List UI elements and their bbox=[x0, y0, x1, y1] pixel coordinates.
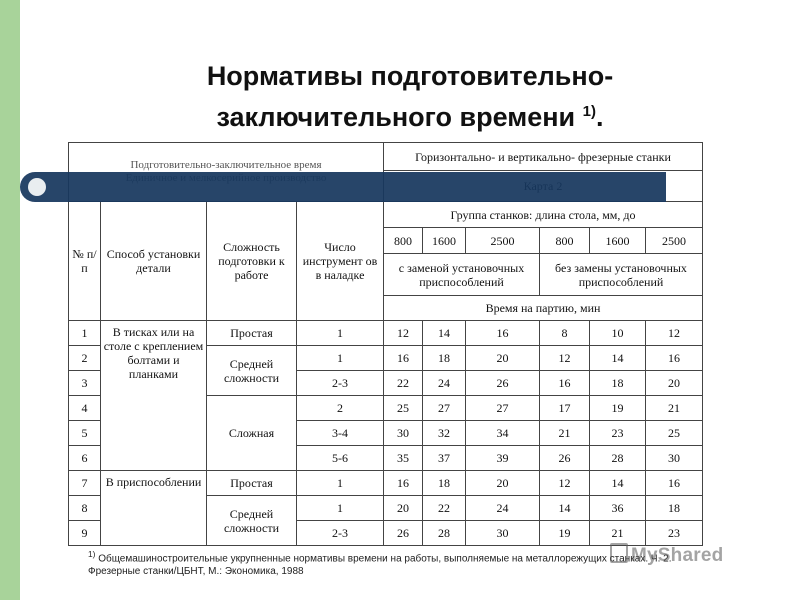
col-header-method: Способ установки детали bbox=[101, 202, 207, 321]
table-row bbox=[69, 321, 703, 346]
value-cell: 27 bbox=[423, 396, 466, 421]
value-cell: 17 bbox=[540, 396, 590, 421]
complexity-cell: Сложная bbox=[207, 396, 297, 471]
header-machines: Горизонтально- и вертикально- фрезерные станки bbox=[384, 143, 703, 171]
watermark-text: MyShared bbox=[631, 545, 724, 566]
method-cell: В приспособлении bbox=[101, 471, 207, 546]
value-cell: 20 bbox=[466, 471, 540, 496]
value-cell: 34 bbox=[466, 421, 540, 446]
footnote-line-1: Общемашиностроительные укрупненные нормативы времени на работы, выполняемые на металлорежущих станках. Ч. 2. bbox=[98, 553, 672, 565]
tools-cell: 1 bbox=[297, 321, 384, 346]
value-cell: 39 bbox=[466, 446, 540, 471]
value-cell: 19 bbox=[540, 521, 590, 546]
value-cell: 22 bbox=[423, 496, 466, 521]
length-header: 1600 bbox=[590, 228, 646, 254]
footnote-line-2: Фрезерные станки/ЦБНТ, М.: Экономика, 1988 bbox=[88, 566, 304, 578]
value-cell: 30 bbox=[646, 446, 703, 471]
value-cell: 23 bbox=[646, 521, 703, 546]
title-line-2-wrap bbox=[20, 94, 800, 135]
norms-table bbox=[68, 142, 703, 546]
row-no: 6 bbox=[69, 446, 101, 471]
row-no: 2 bbox=[69, 346, 101, 371]
title-footnote-marker: 1) bbox=[582, 103, 597, 120]
complexity-cell: Простая bbox=[207, 471, 297, 496]
value-cell: 25 bbox=[646, 421, 703, 446]
value-cell: 10 bbox=[590, 321, 646, 346]
value-cell: 14 bbox=[590, 471, 646, 496]
title-line-2: заключительного времени bbox=[216, 102, 576, 132]
row-no: 8 bbox=[69, 496, 101, 521]
value-cell: 18 bbox=[646, 496, 703, 521]
value-cell: 12 bbox=[384, 321, 423, 346]
value-cell: 22 bbox=[384, 371, 423, 396]
value-cell: 30 bbox=[466, 521, 540, 546]
value-cell: 37 bbox=[423, 446, 466, 471]
value-cell: 14 bbox=[590, 346, 646, 371]
value-cell: 24 bbox=[466, 496, 540, 521]
row-no: 9 bbox=[69, 521, 101, 546]
without-replacement-label: без замены установочных приспособлений bbox=[540, 254, 703, 296]
decorative-bar-dot bbox=[28, 178, 46, 196]
value-cell: 20 bbox=[646, 371, 703, 396]
value-cell: 21 bbox=[540, 421, 590, 446]
value-cell: 19 bbox=[590, 396, 646, 421]
length-header: 1600 bbox=[423, 228, 466, 254]
value-cell: 26 bbox=[540, 446, 590, 471]
tools-cell: 1 bbox=[297, 496, 384, 521]
value-cell: 16 bbox=[384, 346, 423, 371]
tools-cell: 3-4 bbox=[297, 421, 384, 446]
value-cell: 36 bbox=[590, 496, 646, 521]
value-cell: 16 bbox=[384, 471, 423, 496]
footnote-marker: 1) bbox=[88, 549, 96, 559]
value-cell: 12 bbox=[540, 471, 590, 496]
complexity-cell: Простая bbox=[207, 321, 297, 346]
norms-table-wrapper bbox=[68, 142, 703, 546]
col-header-no: № п/п bbox=[69, 202, 101, 321]
value-cell: 30 bbox=[384, 421, 423, 446]
watermark bbox=[610, 543, 723, 567]
decorative-navy-bar bbox=[20, 172, 666, 202]
method-cell: В тисках или на столе с креплением болтами и планками bbox=[101, 321, 207, 471]
with-replacement-label: с заменой установочных приспособлений bbox=[384, 254, 540, 296]
value-cell: 18 bbox=[423, 346, 466, 371]
value-cell: 28 bbox=[423, 521, 466, 546]
value-cell: 12 bbox=[646, 321, 703, 346]
presentation-icon bbox=[610, 543, 628, 563]
value-cell: 18 bbox=[423, 471, 466, 496]
time-label: Время на партию, мин bbox=[384, 296, 703, 321]
value-cell: 28 bbox=[590, 446, 646, 471]
value-cell: 12 bbox=[540, 346, 590, 371]
length-header: 800 bbox=[384, 228, 423, 254]
col-header-complexity: Сложность подготовки к работе bbox=[207, 202, 297, 321]
row-no: 5 bbox=[69, 421, 101, 446]
value-cell: 35 bbox=[384, 446, 423, 471]
value-cell: 25 bbox=[384, 396, 423, 421]
value-cell: 16 bbox=[646, 346, 703, 371]
group-label: Группа станков: длина стола, мм, до bbox=[384, 202, 703, 228]
value-cell: 16 bbox=[646, 471, 703, 496]
row-no: 4 bbox=[69, 396, 101, 421]
value-cell: 18 bbox=[590, 371, 646, 396]
value-cell: 26 bbox=[384, 521, 423, 546]
length-header: 2500 bbox=[646, 228, 703, 254]
header-left-line-1: Подготовительно-заключительное время bbox=[130, 159, 322, 171]
row-no: 7 bbox=[69, 471, 101, 496]
value-cell: 23 bbox=[590, 421, 646, 446]
value-cell: 14 bbox=[423, 321, 466, 346]
value-cell: 20 bbox=[384, 496, 423, 521]
value-cell: 16 bbox=[540, 371, 590, 396]
tools-cell: 1 bbox=[297, 471, 384, 496]
row-no: 3 bbox=[69, 371, 101, 396]
complexity-cell: Средней сложности bbox=[207, 496, 297, 546]
value-cell: 24 bbox=[423, 371, 466, 396]
slide-title bbox=[20, 58, 800, 135]
value-cell: 32 bbox=[423, 421, 466, 446]
tools-cell: 5-6 bbox=[297, 446, 384, 471]
complexity-cell: Средней сложности bbox=[207, 346, 297, 396]
value-cell: 21 bbox=[646, 396, 703, 421]
value-cell: 21 bbox=[590, 521, 646, 546]
tools-cell: 2-3 bbox=[297, 371, 384, 396]
tools-cell: 2 bbox=[297, 396, 384, 421]
tools-cell: 1 bbox=[297, 346, 384, 371]
value-cell: 8 bbox=[540, 321, 590, 346]
value-cell: 20 bbox=[466, 346, 540, 371]
value-cell: 27 bbox=[466, 396, 540, 421]
title-line-1: Нормативы подготовительно- bbox=[206, 61, 614, 91]
table-row bbox=[69, 471, 703, 496]
value-cell: 26 bbox=[466, 371, 540, 396]
col-header-tools: Число инструмент ов в наладке bbox=[297, 202, 384, 321]
title-dot: . bbox=[596, 102, 604, 132]
value-cell: 16 bbox=[466, 321, 540, 346]
length-header: 800 bbox=[540, 228, 590, 254]
tools-cell: 2-3 bbox=[297, 521, 384, 546]
value-cell: 14 bbox=[540, 496, 590, 521]
row-no: 1 bbox=[69, 321, 101, 346]
length-header: 2500 bbox=[466, 228, 540, 254]
